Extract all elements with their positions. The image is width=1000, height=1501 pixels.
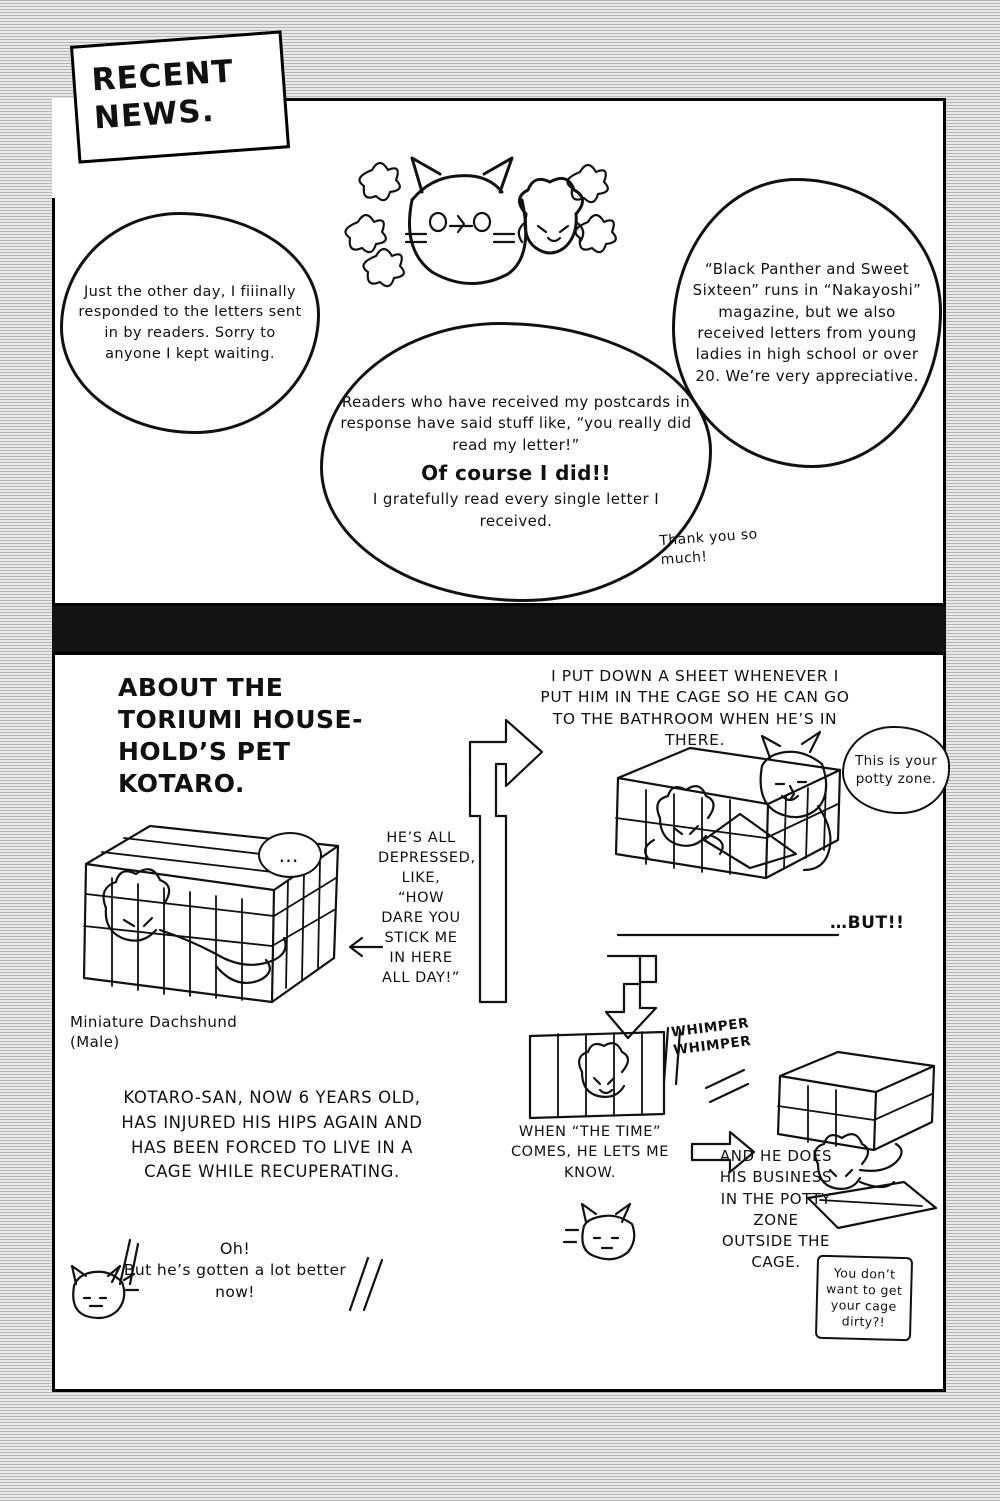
arrow-left-icon [344,930,384,964]
speed-lines-left-icon [116,1238,140,1286]
underline-rule [618,930,838,940]
whimper-lines-icon [660,1022,750,1112]
recent-news-tag [70,30,290,163]
caption-whimper: WHIMPER WHIMPER [670,1015,753,1059]
bubble-cage-dirty: You don’t want to get your cage dirty?! [815,1255,913,1341]
caption-kotaro: KOTARO-SAN, NOW 6 YEARS OLD, HAS INJURED HIS HIPS AGAIN AND HAS BEEN FORCED TO LIVE IN A CAGE WHILE RECUPERATING. [121,1088,423,1182]
speed-lines-right-icon [348,1256,388,1312]
panel-divider-band [52,606,946,654]
caption-depressed: HE’S ALL DEPRESSED, LIKE, “HOW DARE YOU STICK ME IN HERE ALL DAY!” [378,830,476,986]
caption-time: WHEN “THE TIME” COMES, HE LETS ME KNOW. [510,1124,670,1181]
bubble-right-text: “Black Panther and Sweet Sixteen” runs in “Nakayoshi” magazine, but we also received letters from young ladies in high school or over 20. We’re very appreciative. [692,260,922,385]
bubble-middle [320,322,712,602]
arrow-up-right-icon [466,706,556,1006]
bubble-left [60,212,320,434]
caption-sheet: I PUT DOWN A SHEET WHENEVER I PUT HIM IN THE CAGE SO HE CAN GO TO THE BATHROOM WHEN HE’S IN THERE. [540,667,850,750]
caption-better: But he’s gotten a lot better now! [123,1261,347,1302]
recent-news-title: RECENT NEWS. [90,53,235,137]
caption-business: AND HE DOES HIS BUSINESS IN THE POTTY ZONE OUTSIDE THE CAGE. [719,1147,833,1272]
thank-you-note: Thank you so much! [658,526,759,569]
caption-breed: Miniature Dachshund (Male) [70,1013,238,1052]
cage-whimper-doodle [524,1026,674,1122]
about-section-title: ABOUT THE TORIUMI HOUSE-HOLD’S PET KOTARO. [118,673,363,798]
cage-with-sheet-doodle [600,722,860,902]
bubble-potty-zone: This is your potty zone. [842,726,950,814]
bubble-middle-text-1: Readers who have received my postcards in response have said stuff like, “you really did read my letter!” [340,393,692,454]
bubble-ellipsis: … [258,832,322,878]
cat-and-dog-doodle [330,130,630,320]
caption-oh-better [120,1238,350,1304]
caption-oh: Oh! [219,1239,251,1258]
bubble-middle-emphasis: Of course I did!! [421,460,611,485]
caption-but: …BUT!! [830,913,905,933]
small-cat-doodle-2 [560,1200,640,1262]
bubble-left-text: Just the other day, I fiiinally responded to the letters sent in by readers. Sorry to anyone I kept waiting. [78,283,302,362]
bubble-right [672,178,942,468]
bubble-middle-text-2: I gratefully read every single letter I received. [372,490,660,530]
